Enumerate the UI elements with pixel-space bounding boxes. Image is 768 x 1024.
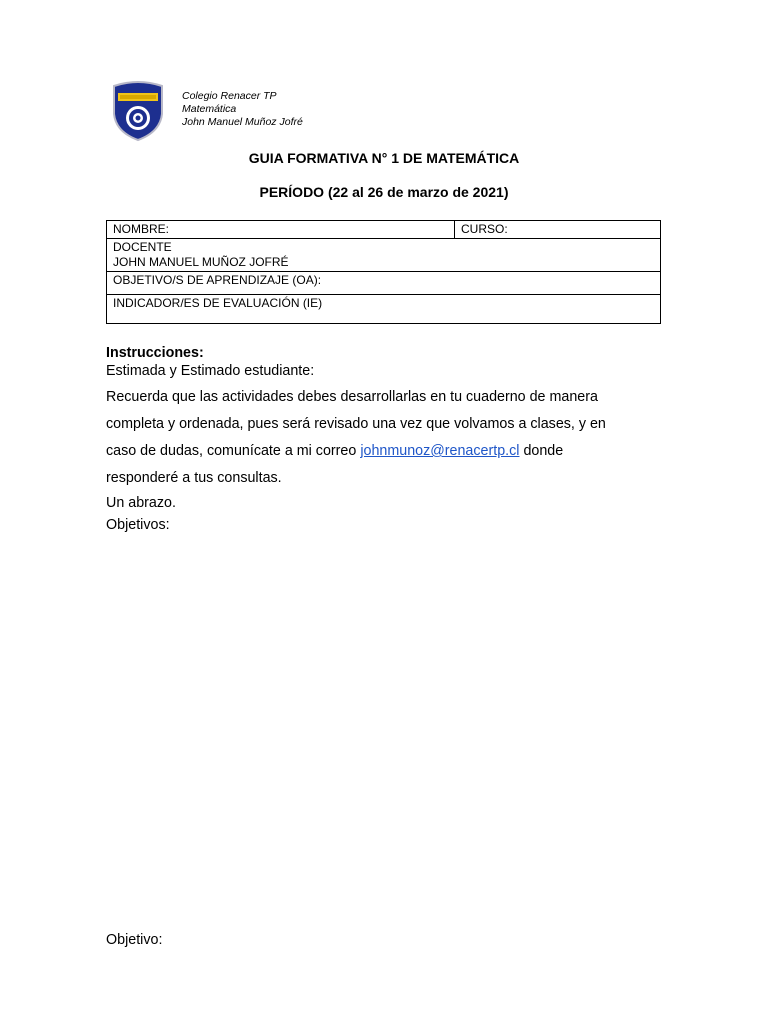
- name-label: NOMBRE:: [113, 222, 170, 236]
- indicators-label: INDICADOR/ES DE EVALUACIÓN (IE): [113, 296, 323, 310]
- teacher-full-name: JOHN MANUEL MUÑOZ JOFRÉ: [113, 255, 289, 269]
- objectives-label: OBJETIVO/S DE APRENDIZAJE (OA):: [113, 273, 322, 287]
- course-label: CURSO:: [461, 222, 508, 236]
- instructions-line-4: responderé a tus consultas.: [106, 470, 282, 486]
- student-info-table: [106, 220, 661, 324]
- instructions-line-1: Recuerda que las actividades debes desarrollarlas en tu cuaderno de manera: [106, 389, 598, 405]
- closing: Un abrazo.: [106, 495, 176, 511]
- school-info: [182, 90, 303, 129]
- objectives-heading: Objetivos:: [106, 517, 170, 533]
- greeting: Estimada y Estimado estudiante:: [106, 363, 315, 379]
- teacher-name: John Manuel Muñoz Jofré: [182, 116, 303, 128]
- instructions-paragraph: [106, 384, 666, 492]
- school-crest-icon: [110, 80, 166, 142]
- teacher-cell: [107, 239, 661, 272]
- teacher-label: DOCENTE: [113, 240, 172, 254]
- instructions-line-2: completa y ordenada, pues será revisado una vez que volvamos a clases, y en: [106, 416, 606, 432]
- period-title: PERÍODO (22 al 26 de marzo de 2021): [259, 184, 509, 200]
- objective-label: Objetivo:: [106, 932, 163, 948]
- subject-name: Matemática: [182, 103, 237, 115]
- document-title: GUIA FORMATIVA N° 1 DE MATEMÁTICA: [248, 150, 520, 166]
- objectives-cell: [107, 272, 661, 295]
- email-link[interactable]: johnmunoz@renacertp.cl: [360, 443, 520, 459]
- name-field[interactable]: [107, 221, 455, 239]
- indicators-cell: [107, 295, 661, 324]
- course-field[interactable]: [455, 221, 661, 239]
- school-name: Colegio Renacer TP: [182, 90, 277, 102]
- instructions-line-3: [106, 438, 666, 465]
- instructions-heading: Instrucciones:: [106, 345, 204, 361]
- instructions-section: [106, 344, 666, 536]
- instructions-line-3-start: caso de dudas, comunícate a mi correo: [106, 443, 361, 459]
- instructions-line-3-end: donde: [519, 443, 564, 459]
